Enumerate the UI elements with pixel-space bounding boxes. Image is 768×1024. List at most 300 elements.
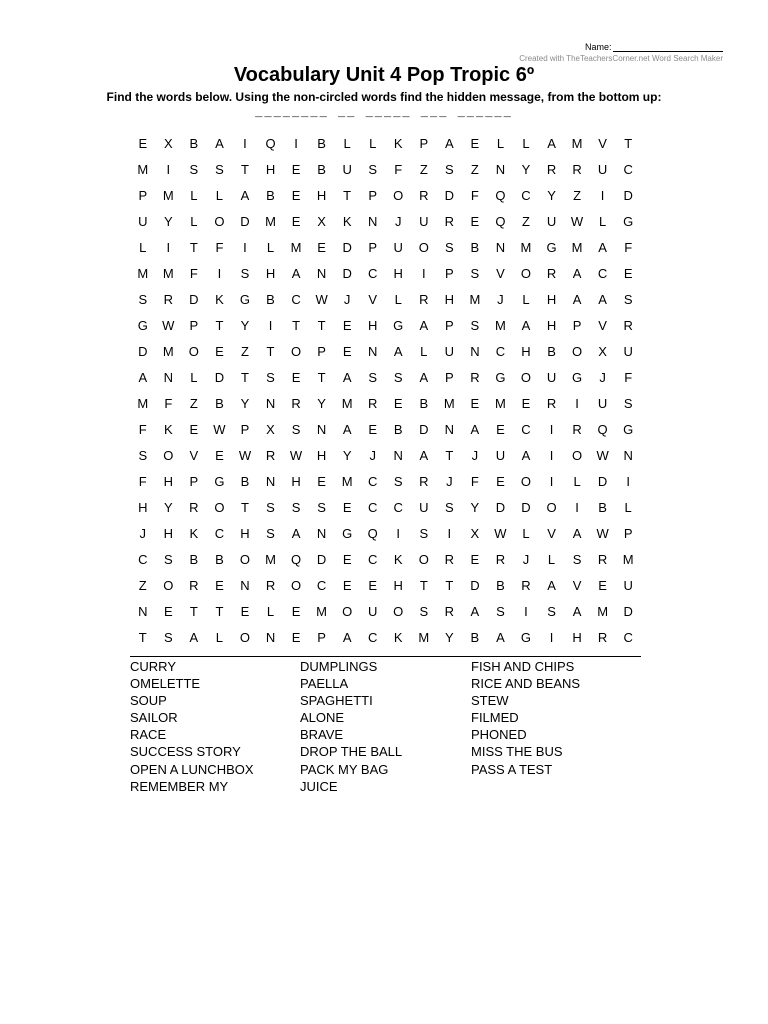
grid-letter[interactable]: C: [316, 577, 327, 593]
grid-letter[interactable]: T: [419, 577, 428, 593]
grid-letter[interactable]: S: [266, 525, 275, 541]
grid-letter[interactable]: I: [575, 499, 579, 515]
grid-letter[interactable]: S: [445, 239, 454, 255]
grid-letter[interactable]: H: [546, 291, 557, 307]
grid-letter[interactable]: M: [418, 629, 430, 645]
grid-letter[interactable]: E: [470, 135, 480, 151]
grid-letter[interactable]: S: [623, 291, 633, 307]
grid-letter[interactable]: H: [316, 187, 327, 203]
grid-letter[interactable]: J: [599, 369, 606, 385]
grid-letter[interactable]: C: [393, 499, 403, 515]
grid-letter[interactable]: D: [495, 499, 506, 515]
grid-letter[interactable]: L: [394, 291, 402, 307]
grid-letter[interactable]: E: [163, 603, 173, 619]
grid-letter[interactable]: U: [393, 239, 403, 255]
grid-letter[interactable]: H: [291, 473, 301, 489]
grid-letter[interactable]: A: [342, 421, 352, 437]
grid-letter[interactable]: P: [368, 187, 378, 203]
grid-letter[interactable]: B: [470, 239, 480, 255]
grid-letter[interactable]: A: [547, 577, 556, 593]
grid-letter[interactable]: S: [189, 161, 199, 177]
grid-letter[interactable]: M: [265, 213, 276, 229]
grid-letter[interactable]: N: [316, 421, 327, 437]
grid-letter[interactable]: Y: [163, 499, 173, 515]
grid-letter[interactable]: H: [265, 161, 276, 177]
grid-letter[interactable]: N: [368, 343, 378, 359]
grid-letter[interactable]: L: [190, 187, 198, 203]
grid-letter[interactable]: S: [240, 265, 250, 281]
grid-letter[interactable]: R: [368, 395, 378, 411]
grid-letter[interactable]: F: [189, 265, 198, 281]
grid-letter[interactable]: C: [521, 421, 531, 437]
grid-letter[interactable]: P: [317, 629, 326, 645]
grid-letter[interactable]: B: [189, 135, 199, 151]
grid-letter[interactable]: N: [495, 161, 506, 177]
grid-letter[interactable]: B: [496, 577, 505, 593]
grid-letter[interactable]: R: [495, 551, 506, 567]
grid-letter[interactable]: P: [240, 421, 250, 437]
grid-letter[interactable]: T: [292, 317, 301, 333]
grid-letter[interactable]: W: [596, 447, 609, 463]
grid-letter[interactable]: E: [598, 577, 607, 593]
grid-letter[interactable]: N: [265, 473, 276, 489]
grid-letter[interactable]: S: [163, 629, 173, 645]
grid-letter[interactable]: A: [521, 447, 531, 463]
grid-letter[interactable]: W: [315, 291, 328, 307]
grid-letter[interactable]: M: [622, 551, 634, 567]
grid-letter[interactable]: L: [599, 213, 607, 229]
grid-letter[interactable]: F: [138, 421, 147, 437]
grid-letter[interactable]: K: [163, 421, 173, 437]
grid-letter[interactable]: D: [342, 239, 352, 255]
grid-letter[interactable]: E: [215, 577, 224, 593]
grid-letter[interactable]: R: [189, 499, 199, 515]
grid-letter[interactable]: L: [266, 239, 275, 255]
grid-letter[interactable]: O: [290, 577, 302, 593]
grid-letter[interactable]: L: [573, 473, 581, 489]
grid-letter[interactable]: E: [240, 603, 250, 619]
grid-letter[interactable]: M: [162, 187, 174, 203]
grid-letter[interactable]: N: [393, 447, 403, 463]
grid-letter[interactable]: Z: [419, 161, 428, 177]
grid-letter[interactable]: U: [597, 395, 608, 411]
grid-letter[interactable]: J: [497, 291, 504, 307]
grid-letter[interactable]: A: [572, 291, 582, 307]
grid-letter[interactable]: M: [495, 395, 506, 411]
grid-letter[interactable]: S: [368, 369, 378, 385]
grid-letter[interactable]: Y: [317, 395, 326, 411]
grid-letter[interactable]: E: [215, 343, 224, 359]
grid-letter[interactable]: N: [138, 603, 148, 619]
grid-letter[interactable]: B: [266, 291, 275, 307]
grid-letter[interactable]: R: [546, 265, 557, 281]
grid-letter[interactable]: Y: [342, 447, 352, 463]
grid-letter[interactable]: S: [215, 161, 224, 177]
grid-letter[interactable]: H: [444, 291, 455, 307]
grid-letter[interactable]: F: [470, 187, 479, 203]
grid-letter[interactable]: J: [522, 551, 530, 567]
grid-letter[interactable]: B: [598, 499, 607, 515]
grid-letter[interactable]: U: [444, 343, 455, 359]
grid-letter[interactable]: U: [495, 447, 506, 463]
grid-letter[interactable]: T: [189, 603, 198, 619]
grid-letter[interactable]: R: [597, 629, 608, 645]
grid-letter[interactable]: E: [291, 369, 301, 385]
grid-letter[interactable]: I: [243, 239, 247, 255]
grid-letter[interactable]: U: [623, 577, 633, 593]
grid-letter[interactable]: D: [240, 213, 250, 229]
grid-letter[interactable]: N: [163, 369, 174, 385]
grid-letter[interactable]: R: [419, 187, 429, 203]
grid-letter[interactable]: H: [393, 577, 403, 593]
grid-letter[interactable]: N: [444, 421, 455, 437]
grid-letter[interactable]: L: [215, 187, 224, 203]
grid-letter[interactable]: E: [342, 499, 352, 515]
grid-letter[interactable]: R: [546, 395, 557, 411]
grid-letter[interactable]: L: [190, 213, 198, 229]
grid-letter[interactable]: M: [290, 239, 302, 255]
grid-letter[interactable]: A: [521, 317, 531, 333]
grid-letter[interactable]: F: [624, 239, 633, 255]
grid-letter[interactable]: E: [138, 135, 148, 151]
grid-letter[interactable]: N: [368, 213, 378, 229]
grid-letter[interactable]: E: [291, 603, 301, 619]
grid-letter[interactable]: W: [162, 317, 175, 333]
grid-letter[interactable]: B: [393, 421, 403, 437]
grid-letter[interactable]: Z: [470, 161, 479, 177]
grid-letter[interactable]: X: [470, 525, 480, 541]
grid-letter[interactable]: T: [215, 603, 224, 619]
grid-letter[interactable]: I: [421, 265, 426, 281]
grid-letter[interactable]: H: [368, 317, 378, 333]
grid-letter[interactable]: D: [444, 187, 455, 203]
grid-letter[interactable]: E: [393, 395, 403, 411]
grid-letter[interactable]: E: [470, 213, 480, 229]
grid-letter[interactable]: B: [266, 187, 275, 203]
grid-letter[interactable]: J: [343, 291, 351, 307]
grid-letter[interactable]: L: [547, 551, 556, 567]
grid-letter[interactable]: Y: [163, 213, 173, 229]
grid-letter[interactable]: G: [546, 239, 557, 255]
grid-letter[interactable]: Y: [240, 395, 250, 411]
grid-letter[interactable]: D: [214, 369, 225, 385]
grid-letter[interactable]: W: [596, 525, 609, 541]
grid-letter[interactable]: H: [163, 473, 174, 489]
grid-letter[interactable]: A: [419, 317, 429, 333]
grid-letter[interactable]: G: [495, 369, 506, 385]
grid-letter[interactable]: B: [317, 161, 326, 177]
grid-letter[interactable]: L: [139, 239, 147, 255]
grid-letter[interactable]: H: [240, 525, 250, 541]
grid-letter[interactable]: I: [549, 447, 554, 463]
grid-letter[interactable]: M: [520, 239, 532, 255]
grid-letter[interactable]: U: [368, 603, 378, 619]
grid-letter[interactable]: M: [443, 395, 455, 411]
grid-letter[interactable]: S: [470, 265, 480, 281]
grid-letter[interactable]: S: [445, 499, 454, 515]
grid-letter[interactable]: C: [521, 187, 531, 203]
grid-letter[interactable]: I: [166, 239, 171, 255]
grid-letter[interactable]: N: [265, 629, 276, 645]
grid-letter[interactable]: A: [598, 239, 607, 255]
grid-letter[interactable]: V: [572, 577, 582, 593]
grid-letter[interactable]: I: [549, 473, 554, 489]
grid-letter[interactable]: E: [291, 213, 301, 229]
grid-letter[interactable]: U: [623, 343, 633, 359]
grid-letter[interactable]: R: [521, 577, 531, 593]
grid-letter[interactable]: A: [496, 629, 505, 645]
grid-letter[interactable]: C: [368, 473, 378, 489]
grid-letter[interactable]: U: [546, 213, 557, 229]
grid-letter[interactable]: F: [394, 161, 403, 177]
grid-letter[interactable]: V: [598, 317, 607, 333]
grid-letter[interactable]: R: [623, 317, 633, 333]
grid-letter[interactable]: I: [549, 629, 554, 645]
grid-letter[interactable]: T: [138, 629, 147, 645]
grid-letter[interactable]: C: [623, 161, 633, 177]
grid-letter[interactable]: Z: [189, 395, 198, 411]
grid-letter[interactable]: G: [623, 213, 634, 229]
grid-letter[interactable]: R: [444, 551, 455, 567]
grid-letter[interactable]: E: [317, 239, 326, 255]
grid-letter[interactable]: S: [419, 525, 429, 541]
grid-letter[interactable]: J: [139, 525, 147, 541]
grid-letter[interactable]: B: [240, 473, 250, 489]
grid-letter[interactable]: E: [291, 187, 301, 203]
grid-letter[interactable]: S: [393, 369, 403, 385]
grid-letter[interactable]: I: [447, 525, 452, 541]
grid-letter[interactable]: E: [189, 421, 199, 437]
grid-letter[interactable]: L: [522, 135, 530, 151]
grid-letter[interactable]: R: [291, 395, 301, 411]
grid-letter[interactable]: F: [470, 473, 479, 489]
grid-letter[interactable]: M: [597, 603, 609, 619]
grid-letter[interactable]: M: [137, 161, 149, 177]
grid-letter[interactable]: A: [342, 369, 352, 385]
grid-letter[interactable]: C: [368, 265, 378, 281]
grid-letter[interactable]: I: [243, 135, 247, 151]
grid-letter[interactable]: X: [163, 135, 173, 151]
grid-letter[interactable]: M: [469, 291, 481, 307]
grid-letter[interactable]: O: [572, 447, 583, 463]
grid-letter[interactable]: B: [189, 551, 199, 567]
grid-letter[interactable]: Y: [547, 187, 556, 203]
grid-letter[interactable]: T: [317, 317, 326, 333]
grid-letter[interactable]: E: [291, 161, 301, 177]
grid-letter[interactable]: O: [393, 187, 404, 203]
grid-letter[interactable]: M: [162, 343, 174, 359]
grid-letter[interactable]: P: [445, 369, 454, 385]
grid-letter[interactable]: S: [470, 317, 480, 333]
grid-letter[interactable]: V: [189, 447, 199, 463]
grid-letter[interactable]: A: [547, 135, 556, 151]
grid-letter[interactable]: X: [598, 343, 607, 359]
grid-letter[interactable]: Y: [445, 629, 454, 645]
grid-letter[interactable]: Q: [265, 135, 276, 151]
grid-letter[interactable]: A: [470, 421, 480, 437]
grid-letter[interactable]: O: [520, 473, 532, 489]
grid-letter[interactable]: Z: [240, 343, 249, 359]
grid-letter[interactable]: I: [524, 603, 528, 619]
grid-letter[interactable]: Y: [470, 499, 480, 515]
grid-letter[interactable]: R: [444, 603, 455, 619]
grid-letter[interactable]: W: [238, 447, 252, 463]
grid-letter[interactable]: B: [547, 343, 556, 359]
grid-letter[interactable]: U: [546, 369, 557, 385]
grid-letter[interactable]: S: [291, 499, 301, 515]
grid-letter[interactable]: E: [342, 317, 352, 333]
grid-letter[interactable]: O: [520, 369, 532, 385]
grid-letter[interactable]: P: [189, 317, 199, 333]
grid-letter[interactable]: T: [343, 187, 352, 203]
grid-letter[interactable]: K: [393, 135, 403, 151]
grid-letter[interactable]: Z: [138, 577, 147, 593]
grid-letter[interactable]: L: [369, 135, 377, 151]
grid-letter[interactable]: K: [393, 629, 403, 645]
grid-letter[interactable]: J: [471, 447, 479, 463]
grid-letter[interactable]: S: [496, 603, 505, 619]
grid-letter[interactable]: G: [342, 525, 353, 541]
grid-letter[interactable]: H: [572, 629, 582, 645]
grid-letter[interactable]: I: [217, 265, 222, 281]
grid-letter[interactable]: E: [368, 577, 378, 593]
grid-letter[interactable]: N: [265, 395, 276, 411]
grid-letter[interactable]: P: [572, 317, 582, 333]
grid-letter[interactable]: E: [368, 421, 378, 437]
grid-letter[interactable]: S: [317, 499, 326, 515]
grid-letter[interactable]: L: [215, 629, 224, 645]
grid-letter[interactable]: H: [163, 525, 174, 541]
grid-letter[interactable]: Q: [495, 187, 506, 203]
grid-letter[interactable]: T: [240, 161, 249, 177]
grid-letter[interactable]: U: [597, 161, 608, 177]
grid-letter[interactable]: G: [214, 473, 225, 489]
grid-letter[interactable]: I: [166, 161, 171, 177]
grid-letter[interactable]: E: [342, 343, 352, 359]
grid-letter[interactable]: A: [189, 629, 199, 645]
grid-letter[interactable]: M: [341, 395, 353, 411]
grid-letter[interactable]: F: [624, 369, 633, 385]
grid-letter[interactable]: C: [214, 525, 225, 541]
grid-letter[interactable]: A: [291, 265, 301, 281]
grid-letter[interactable]: M: [341, 473, 353, 489]
grid-letter[interactable]: R: [265, 577, 276, 593]
grid-letter[interactable]: P: [317, 343, 326, 359]
grid-letter[interactable]: C: [368, 551, 378, 567]
name-field[interactable]: [585, 41, 723, 52]
grid-letter[interactable]: F: [215, 239, 224, 255]
grid-letter[interactable]: L: [624, 499, 632, 515]
grid-letter[interactable]: U: [419, 213, 429, 229]
grid-letter[interactable]: E: [317, 473, 326, 489]
grid-letter[interactable]: S: [368, 161, 378, 177]
grid-letter[interactable]: E: [215, 447, 224, 463]
grid-letter[interactable]: I: [549, 421, 554, 437]
grid-letter[interactable]: L: [266, 603, 275, 619]
grid-letter[interactable]: S: [138, 291, 148, 307]
grid-letter[interactable]: C: [368, 499, 378, 515]
grid-letter[interactable]: T: [445, 447, 454, 463]
grid-letter[interactable]: Q: [597, 421, 608, 437]
grid-letter[interactable]: Z: [522, 213, 530, 229]
grid-letter[interactable]: I: [626, 473, 630, 489]
grid-letter[interactable]: E: [521, 395, 531, 411]
grid-letter[interactable]: A: [342, 629, 352, 645]
grid-letter[interactable]: S: [419, 603, 429, 619]
grid-letter[interactable]: U: [138, 213, 148, 229]
grid-letter[interactable]: V: [547, 525, 556, 541]
grid-letter[interactable]: S: [291, 421, 301, 437]
grid-letter[interactable]: H: [521, 343, 531, 359]
grid-letter[interactable]: V: [496, 265, 505, 281]
grid-letter[interactable]: R: [597, 551, 608, 567]
grid-letter[interactable]: E: [496, 473, 505, 489]
grid-letter[interactable]: H: [393, 265, 403, 281]
grid-letter[interactable]: M: [265, 551, 276, 567]
grid-letter[interactable]: R: [163, 291, 174, 307]
grid-letter[interactable]: R: [546, 161, 557, 177]
grid-letter[interactable]: H: [316, 447, 327, 463]
grid-letter[interactable]: L: [420, 343, 428, 359]
grid-letter[interactable]: P: [445, 265, 454, 281]
grid-letter[interactable]: C: [368, 629, 378, 645]
grid-letter[interactable]: D: [597, 473, 608, 489]
grid-letter[interactable]: K: [215, 291, 224, 307]
grid-letter[interactable]: T: [240, 369, 249, 385]
grid-letter[interactable]: O: [393, 603, 404, 619]
grid-letter[interactable]: D: [623, 603, 633, 619]
grid-letter[interactable]: G: [393, 317, 404, 333]
grid-letter[interactable]: O: [214, 499, 225, 515]
grid-letter[interactable]: O: [188, 343, 199, 359]
grid-letter[interactable]: N: [623, 447, 633, 463]
grid-letter[interactable]: D: [470, 577, 480, 593]
grid-letter[interactable]: R: [572, 421, 582, 437]
grid-letter[interactable]: S: [393, 473, 403, 489]
grid-letter[interactable]: O: [572, 343, 583, 359]
grid-letter[interactable]: K: [393, 551, 403, 567]
grid-letter[interactable]: R: [444, 213, 455, 229]
grid-letter[interactable]: K: [189, 525, 199, 541]
grid-letter[interactable]: L: [343, 135, 351, 151]
grid-letter[interactable]: A: [240, 187, 250, 203]
grid-letter[interactable]: A: [572, 525, 582, 541]
grid-letter[interactable]: E: [342, 577, 352, 593]
grid-letter[interactable]: L: [190, 369, 198, 385]
grid-letter[interactable]: E: [291, 629, 301, 645]
grid-letter[interactable]: E: [342, 551, 352, 567]
grid-letter[interactable]: V: [368, 291, 378, 307]
grid-letter[interactable]: O: [418, 239, 429, 255]
grid-letter[interactable]: R: [265, 447, 276, 463]
grid-letter[interactable]: E: [470, 395, 480, 411]
grid-letter[interactable]: Q: [367, 525, 378, 541]
grid-letter[interactable]: T: [189, 239, 198, 255]
grid-letter[interactable]: Q: [290, 551, 302, 567]
grid-letter[interactable]: V: [598, 135, 607, 151]
grid-letter[interactable]: D: [623, 187, 633, 203]
grid-letter[interactable]: S: [163, 551, 173, 567]
grid-letter[interactable]: S: [572, 551, 582, 567]
grid-letter[interactable]: A: [470, 603, 480, 619]
grid-letter[interactable]: I: [396, 525, 401, 541]
grid-letter[interactable]: Q: [495, 213, 506, 229]
grid-letter[interactable]: I: [575, 395, 579, 411]
grid-letter[interactable]: M: [316, 603, 328, 619]
grid-letter[interactable]: O: [418, 551, 429, 567]
grid-letter[interactable]: M: [571, 239, 583, 255]
grid-letter[interactable]: I: [268, 317, 273, 333]
